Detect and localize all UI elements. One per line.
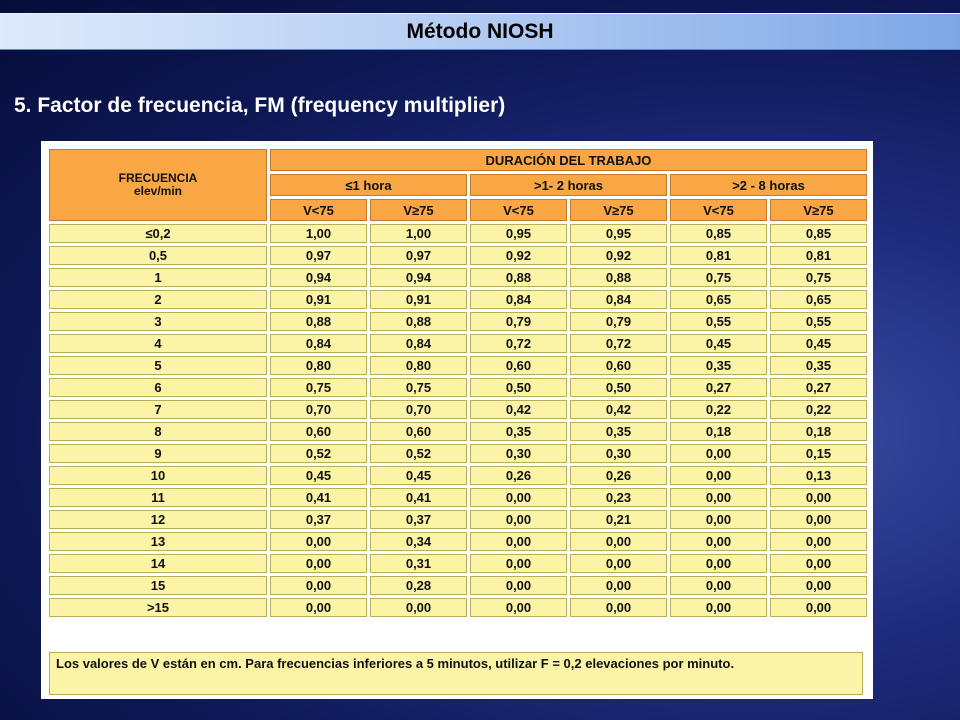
multiplier-cell: 0,70 bbox=[370, 400, 467, 419]
multiplier-cell: 0,41 bbox=[370, 488, 467, 507]
multiplier-cell: 0,94 bbox=[370, 268, 467, 287]
multiplier-cell: 0,00 bbox=[370, 598, 467, 617]
table-row bbox=[49, 246, 867, 265]
multiplier-cell: 0,37 bbox=[270, 510, 367, 529]
multiplier-cell: 0,00 bbox=[270, 554, 367, 573]
multiplier-cell: 0,41 bbox=[270, 488, 367, 507]
multiplier-cell: 0,95 bbox=[570, 224, 667, 243]
title-bar bbox=[0, 13, 960, 50]
multiplier-cell: 0,88 bbox=[570, 268, 667, 287]
table-row bbox=[49, 532, 867, 551]
multiplier-cell: 0,91 bbox=[370, 290, 467, 309]
multiplier-cell: 0,81 bbox=[670, 246, 767, 265]
frequency-cell: 8 bbox=[49, 422, 267, 441]
table-row bbox=[49, 576, 867, 595]
multiplier-cell: 0,60 bbox=[570, 356, 667, 375]
multiplier-cell: 0,91 bbox=[270, 290, 367, 309]
multiplier-cell: 0,00 bbox=[770, 532, 867, 551]
frequency-cell: 4 bbox=[49, 334, 267, 353]
frequency-cell: 9 bbox=[49, 444, 267, 463]
multiplier-cell: 0,37 bbox=[370, 510, 467, 529]
multiplier-cell: 0,21 bbox=[570, 510, 667, 529]
multiplier-cell: 0,00 bbox=[670, 510, 767, 529]
multiplier-cell: 0,00 bbox=[570, 554, 667, 573]
frequency-cell: 13 bbox=[49, 532, 267, 551]
multiplier-cell: 0,23 bbox=[570, 488, 667, 507]
frequency-header-unit: elev/min bbox=[133, 184, 183, 198]
multiplier-cell: 0,00 bbox=[270, 532, 367, 551]
table-row bbox=[49, 268, 867, 287]
multiplier-cell: 0,81 bbox=[770, 246, 867, 265]
multiplier-cell: 0,35 bbox=[470, 422, 567, 441]
multiplier-cell: 0,88 bbox=[270, 312, 367, 331]
multiplier-cell: 0,50 bbox=[470, 378, 567, 397]
multiplier-cell: 0,00 bbox=[770, 488, 867, 507]
multiplier-cell: 0,18 bbox=[670, 422, 767, 441]
multiplier-cell: 0,75 bbox=[270, 378, 367, 397]
multiplier-cell: 0,00 bbox=[470, 576, 567, 595]
frequency-cell: 5 bbox=[49, 356, 267, 375]
frequency-cell: 2 bbox=[49, 290, 267, 309]
multiplier-cell: 0,79 bbox=[570, 312, 667, 331]
table-footnote: Los valores de V están en cm. Para frecuencias inferiores a 5 minutos, utilizar F = 0,2 elevaciones por minuto. bbox=[49, 652, 863, 695]
multiplier-cell: 0,75 bbox=[670, 268, 767, 287]
multiplier-cell: 0,70 bbox=[270, 400, 367, 419]
frequency-cell: 10 bbox=[49, 466, 267, 485]
frequency-cell: 7 bbox=[49, 400, 267, 419]
frequency-header-label: FRECUENCIA bbox=[118, 171, 198, 185]
multiplier-cell: 0,84 bbox=[270, 334, 367, 353]
table-row bbox=[49, 224, 867, 243]
multiplier-cell: 0,00 bbox=[670, 488, 767, 507]
multiplier-cell: 0,00 bbox=[570, 576, 667, 595]
multiplier-cell: 0,92 bbox=[470, 246, 567, 265]
multiplier-cell: 0,52 bbox=[370, 444, 467, 463]
multiplier-cell: 0,00 bbox=[470, 510, 567, 529]
multiplier-cell: 0,26 bbox=[570, 466, 667, 485]
multiplier-cell: 0,72 bbox=[470, 334, 567, 353]
multiplier-cell: 0,65 bbox=[770, 290, 867, 309]
multiplier-cell: 0,00 bbox=[670, 598, 767, 617]
multiplier-cell: 0,84 bbox=[470, 290, 567, 309]
frequency-cell: ≤0,2 bbox=[49, 224, 267, 243]
table-row bbox=[49, 378, 867, 397]
table-row bbox=[49, 290, 867, 309]
multiplier-cell: 0,30 bbox=[570, 444, 667, 463]
multiplier-cell: 0,15 bbox=[770, 444, 867, 463]
column-subheader: V<75 bbox=[670, 199, 767, 221]
frequency-cell: 12 bbox=[49, 510, 267, 529]
section-subtitle: 5. Factor de frecuencia, FM (frequency multiplier) bbox=[14, 94, 506, 117]
frequency-cell: 15 bbox=[49, 576, 267, 595]
multiplier-cell: 0,60 bbox=[270, 422, 367, 441]
multiplier-cell: 0,00 bbox=[670, 554, 767, 573]
multiplier-cell: 0,80 bbox=[370, 356, 467, 375]
multiplier-cell: 0,45 bbox=[370, 466, 467, 485]
multiplier-cell: 0,85 bbox=[670, 224, 767, 243]
table-row bbox=[49, 312, 867, 331]
multiplier-cell: 0,84 bbox=[570, 290, 667, 309]
multiplier-cell: 0,97 bbox=[270, 246, 367, 265]
frequency-cell: 1 bbox=[49, 268, 267, 287]
multiplier-cell: 0,75 bbox=[770, 268, 867, 287]
multiplier-cell: 0,94 bbox=[270, 268, 367, 287]
multiplier-cell: 0,27 bbox=[670, 378, 767, 397]
table-row bbox=[49, 334, 867, 353]
multiplier-cell: 0,00 bbox=[470, 598, 567, 617]
multiplier-cell: 1,00 bbox=[370, 224, 467, 243]
table-row bbox=[49, 466, 867, 485]
multiplier-cell: 0,26 bbox=[470, 466, 567, 485]
multiplier-cell: 0,65 bbox=[670, 290, 767, 309]
multiplier-cell: 0,55 bbox=[770, 312, 867, 331]
column-subheader: V<75 bbox=[470, 199, 567, 221]
frequency-cell: 11 bbox=[49, 488, 267, 507]
table-row bbox=[49, 444, 867, 463]
table-row bbox=[49, 554, 867, 573]
multiplier-cell: 0,34 bbox=[370, 532, 467, 551]
multiplier-cell: 0,30 bbox=[470, 444, 567, 463]
multiplier-cell: 0,52 bbox=[270, 444, 367, 463]
column-subheader: V≥75 bbox=[370, 199, 467, 221]
multiplier-cell: 0,95 bbox=[470, 224, 567, 243]
multiplier-cell: 0,42 bbox=[470, 400, 567, 419]
multiplier-cell: 0,75 bbox=[370, 378, 467, 397]
table-row bbox=[49, 510, 867, 529]
multiplier-cell: 0,45 bbox=[670, 334, 767, 353]
frequency-cell: >15 bbox=[49, 598, 267, 617]
table-row bbox=[49, 422, 867, 441]
multiplier-cell: 0,00 bbox=[670, 444, 767, 463]
multiplier-cell: 0,80 bbox=[270, 356, 367, 375]
multiplier-cell: 0,00 bbox=[270, 598, 367, 617]
duration-group-header: >2 - 8 horas bbox=[670, 174, 867, 196]
multiplier-cell: 0,00 bbox=[770, 598, 867, 617]
multiplier-cell: 0,45 bbox=[270, 466, 367, 485]
multiplier-cell: 0,00 bbox=[470, 488, 567, 507]
multiplier-cell: 0,00 bbox=[570, 598, 667, 617]
multiplier-cell: 0,00 bbox=[770, 510, 867, 529]
multiplier-cell: 0,35 bbox=[570, 422, 667, 441]
duration-header: DURACIÓN DEL TRABAJO bbox=[270, 149, 867, 171]
frequency-multiplier-table-figure bbox=[41, 141, 873, 699]
multiplier-cell: 0,97 bbox=[370, 246, 467, 265]
frequency-cell: 14 bbox=[49, 554, 267, 573]
multiplier-cell: 0,18 bbox=[770, 422, 867, 441]
multiplier-cell: 0,31 bbox=[370, 554, 467, 573]
multiplier-cell: 0,55 bbox=[670, 312, 767, 331]
table-row bbox=[49, 488, 867, 507]
multiplier-cell: 0,88 bbox=[370, 312, 467, 331]
multiplier-cell: 0,35 bbox=[670, 356, 767, 375]
multiplier-cell: 0,50 bbox=[570, 378, 667, 397]
duration-group-header: ≤1 hora bbox=[270, 174, 467, 196]
column-subheader: V<75 bbox=[270, 199, 367, 221]
multiplier-cell: 0,85 bbox=[770, 224, 867, 243]
multiplier-cell: 0,45 bbox=[770, 334, 867, 353]
column-subheader: V≥75 bbox=[570, 199, 667, 221]
multiplier-cell: 0,13 bbox=[770, 466, 867, 485]
multiplier-cell: 0,00 bbox=[770, 554, 867, 573]
frequency-header bbox=[49, 149, 267, 221]
multiplier-cell: 0,00 bbox=[470, 554, 567, 573]
multiplier-cell: 0,00 bbox=[770, 576, 867, 595]
frequency-cell: 6 bbox=[49, 378, 267, 397]
table-row bbox=[49, 598, 867, 617]
multiplier-cell: 0,27 bbox=[770, 378, 867, 397]
multiplier-cell: 0,84 bbox=[370, 334, 467, 353]
page-title: Método NIOSH bbox=[406, 20, 554, 43]
frequency-multiplier-table bbox=[46, 146, 870, 620]
multiplier-cell: 0,22 bbox=[770, 400, 867, 419]
multiplier-cell: 0,92 bbox=[570, 246, 667, 265]
frequency-cell: 0,5 bbox=[49, 246, 267, 265]
multiplier-cell: 0,60 bbox=[470, 356, 567, 375]
multiplier-cell: 1,00 bbox=[270, 224, 367, 243]
multiplier-cell: 0,28 bbox=[370, 576, 467, 595]
multiplier-cell: 0,00 bbox=[670, 466, 767, 485]
multiplier-cell: 0,00 bbox=[570, 532, 667, 551]
multiplier-cell: 0,60 bbox=[370, 422, 467, 441]
multiplier-cell: 0,00 bbox=[470, 532, 567, 551]
multiplier-cell: 0,35 bbox=[770, 356, 867, 375]
multiplier-cell: 0,00 bbox=[670, 576, 767, 595]
column-subheader: V≥75 bbox=[770, 199, 867, 221]
multiplier-cell: 0,22 bbox=[670, 400, 767, 419]
table-row bbox=[49, 400, 867, 419]
duration-group-header: >1- 2 horas bbox=[470, 174, 667, 196]
multiplier-cell: 0,72 bbox=[570, 334, 667, 353]
table-row bbox=[49, 356, 867, 375]
multiplier-cell: 0,42 bbox=[570, 400, 667, 419]
frequency-cell: 3 bbox=[49, 312, 267, 331]
multiplier-cell: 0,00 bbox=[270, 576, 367, 595]
multiplier-cell: 0,79 bbox=[470, 312, 567, 331]
multiplier-cell: 0,00 bbox=[670, 532, 767, 551]
multiplier-cell: 0,88 bbox=[470, 268, 567, 287]
